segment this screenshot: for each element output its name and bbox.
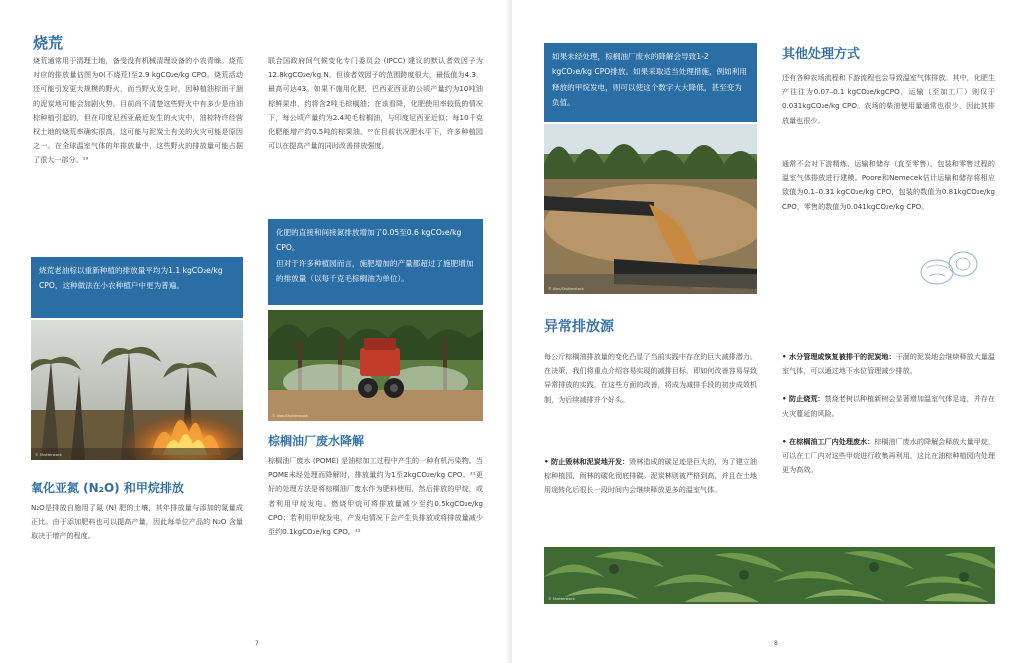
n2o-heading: 氧化亚氮 (N₂O) 和甲烷排放	[31, 481, 184, 495]
page-number-left: 7	[255, 640, 259, 647]
bullet-burning-title: 防止烧荒：	[789, 394, 825, 404]
palm-canopy-image	[544, 547, 995, 604]
photo-palm-canopy	[544, 547, 995, 604]
bullet-burning-text: 禁烧老树以种植新树会显著增加温室气体足迹，并存在火灾蔓延的风险。	[782, 394, 995, 418]
photo-tractor-spraying	[268, 310, 483, 421]
page-number-right: 8	[774, 640, 778, 647]
abnormal-heading: 异常排放源	[544, 319, 614, 335]
bullet-deforestation-text: 毁林造成的碳足迹是巨大的，为了建立油棕种植园，雨林的碳化彻底排碳。泥炭林则被严格到高，并且在土地用途转化后很长一段时间内会继续释放更多的温室气体。	[544, 457, 757, 495]
callout-fertilizer	[268, 219, 483, 305]
callout-fertilizer-line1: 化肥的直接和间接氮排放增加了0.05至0.6 kgCO₂e/kg CPO。	[276, 228, 462, 253]
palm-fruit-illustration	[917, 246, 982, 291]
photo-credit: © Shutterstock	[548, 597, 575, 601]
bullet-pome: • 在棕榈油工厂内处理废水：棕榈油厂废水的降解会释放大量甲烷，可以在工厂内对这些甲烷进行收集再利用，这比在油棕种植园内处理更为高效。	[782, 436, 995, 475]
photo-land-burning	[31, 320, 243, 460]
callout-pome-text: 如果未经处理，棕榈油厂废水的降解会导致1-2 kgCO₂e/kg CPO排放。如果采取适当处理措施，例如利用释放的甲烷发电，则可以使这个数字大大降低，甚至变为负值。	[552, 52, 747, 108]
bullet-pome-text: 棕榈油厂废水的降解会释放大量甲烷，可以在工厂内对这些甲烷进行收集再利用，这比在油棕种植园内处理更为高效。	[782, 436, 995, 475]
bullet-deforestation-title: 防止毁林和泥炭地开发：	[551, 457, 630, 466]
pome-heading: 棕榈油厂废水降解	[268, 434, 365, 448]
bullets-right-column	[782, 350, 995, 491]
pome-outflow-image	[544, 124, 757, 294]
photo-pome-outflow	[544, 124, 757, 294]
callout-burn-replant	[31, 257, 243, 318]
photo-credit: © Shutterstock	[35, 453, 62, 457]
callout-pome	[544, 43, 757, 122]
photo-credit: © Alan/Shutterstock	[548, 287, 584, 291]
other-p2: 通常不会对下游精炼、运输和储存（直至零售）、包装和零售过程的温室气体排放进行建模。Poore和Nemecek估计运输和储存将相应致值为0.1–0.31 kgCO₂e/kg CPO，包装的数值为0.81kgCO₂e/kg CPO，零售的数值为0.041kgCO₂e/kg CPO。	[782, 159, 995, 211]
right-page	[512, 0, 1024, 663]
n2o-body: N₂O是排放自施用了氮 (N) 肥的土壤，其年排放量与添加的氮量成正比。由于添加肥料也可以提高产量，因此每单位产品的 N₂O 含量取决于增产的程度。	[31, 503, 243, 541]
ipcc-body: 联合国政府间气候变化专门委员会 (IPCC) 建议的默认者效因子为 12.8kgCO₂e/kg N，但该者效因子的范围跨度很大，最低值为4.3，最高可达43。如果不施用化肥，巴西亚西亚的公顷产量约为10吨油棕鲜果串，约将含2吨毛棕榈油；在该看降，化肥使用率较低的情况下，每公顷产量约为2.4吨毛棕榈油，与印度尼西亚近似；每10千克化肥能增产约0.5吨的棕果油。²⁰在目前状况肥水平下，许多种植园可以在提高产量的同时改善排放强度。	[268, 56, 483, 151]
bullet-water-title: 水分管理或恢复被排干的泥炭地：	[789, 352, 896, 361]
photo-credit: © Alan/Shutterstock	[272, 414, 308, 418]
bullet-water-text: 干涸的泥炭地会继续释放大量温室气体，可以通过地下水位管理减少排放。	[782, 352, 995, 376]
burn-body: 烧荒通常用于清理土地，备受没有机械清理设备的小农青睐。烧荒对应的排放量估图为0(不烧荒)至2.9 kgCO₂e/kg CPO。烧荒活动还可能引发更大规模的野火，而当野火发生时，因种植油棕而干涸的泥炭地可能会加剧火势。目前尚不清楚这些野火中有多少是由油棕种植引起的，但在印度尼西亚最近发生的火灾中，油棕特许经营权土地的烧荒率确实很高，这可能与泥炭土有关的火灾可能是原因之一。在全球温室气体的年排放量中，这些野火的排放量可能占据了很大一部分。¹⁹	[33, 56, 243, 165]
callout-burn-replant-text: 烧荒老油棕以重新种植的排放量平均为1.1 kgCO₂e/kg CPO，这种做法在小农种植户中更为普遍。	[39, 266, 223, 291]
pome-body: 棕榈油厂废水 (POME) 是油棕加工过程中产生的一种有机污染物。当POME未经处理而降解时，排放量约为1至2kgCO₂e/kg CPO。²¹更好的处理方法是将棕榈油厂废水作为肥料使用，然后排放的甲烷，或者利用甲烷发电。燃烧甲烷可将排放量减少至约0.5kgCO₂e/kg CPO；若利用甲烷发电，产发电情况下会产生负排放或将排放量减少至约0.1kgCO₂e/kg CPO。²²	[268, 456, 483, 537]
bullet-deforestation: • 防止毁林和泥炭地开发：毁林造成的碳足迹是巨大的，为了建立油棕种植园，雨林的碳化彻底排碳。泥炭林则被严格到高，并且在土地用途转化后很长一段时间内会继续释放更多的温室气体。	[544, 457, 757, 495]
bullet-pome-title: 在棕榈油工厂内处理废水：	[789, 436, 875, 446]
abnormal-intro: 每公斤棕榈油排放量的变化凸显了当前实践中存在的巨大减排潜力。在决策，我们将重点介绍容易实现的减排目标，即如何改善容易导致异常排放的实践，在这些方面的改善，将成为减排手段的初步成效机制，为后续减排并个好头。	[544, 352, 757, 404]
other-p1: 还有各种农场流程和下游流程也会导致温室气体排放。其中，化肥生产往往为0.07–0.1 kgCO₂e/kgCPO，运输（至加工厂）则仅于0.031kgCO₂e/kg CPO。农场的柴油使用量通常也很少，因此其排放量也很少。	[782, 73, 995, 125]
other-heading: 其他处理方式	[782, 47, 861, 62]
land-burning-image	[31, 320, 243, 460]
tractor-image	[268, 310, 483, 421]
callout-fertilizer-line2: 但对于许多种植园而言，施肥增加的产量都超过了施肥增加的排放量（以每千克毛棕榈油为单位）。	[276, 258, 474, 284]
bullet-water: • 水分管理或恢复被排干的泥炭地：干涸的泥炭地会继续释放大量温室气体，可以通过地下水位管理减少排放。	[782, 352, 995, 376]
bullet-burning: • 防止烧荒：禁烧老树以种植新树会显著增加温室气体足迹，并存在火灾蔓延的风险。	[782, 394, 995, 418]
burn-heading: 烧荒	[33, 34, 64, 52]
